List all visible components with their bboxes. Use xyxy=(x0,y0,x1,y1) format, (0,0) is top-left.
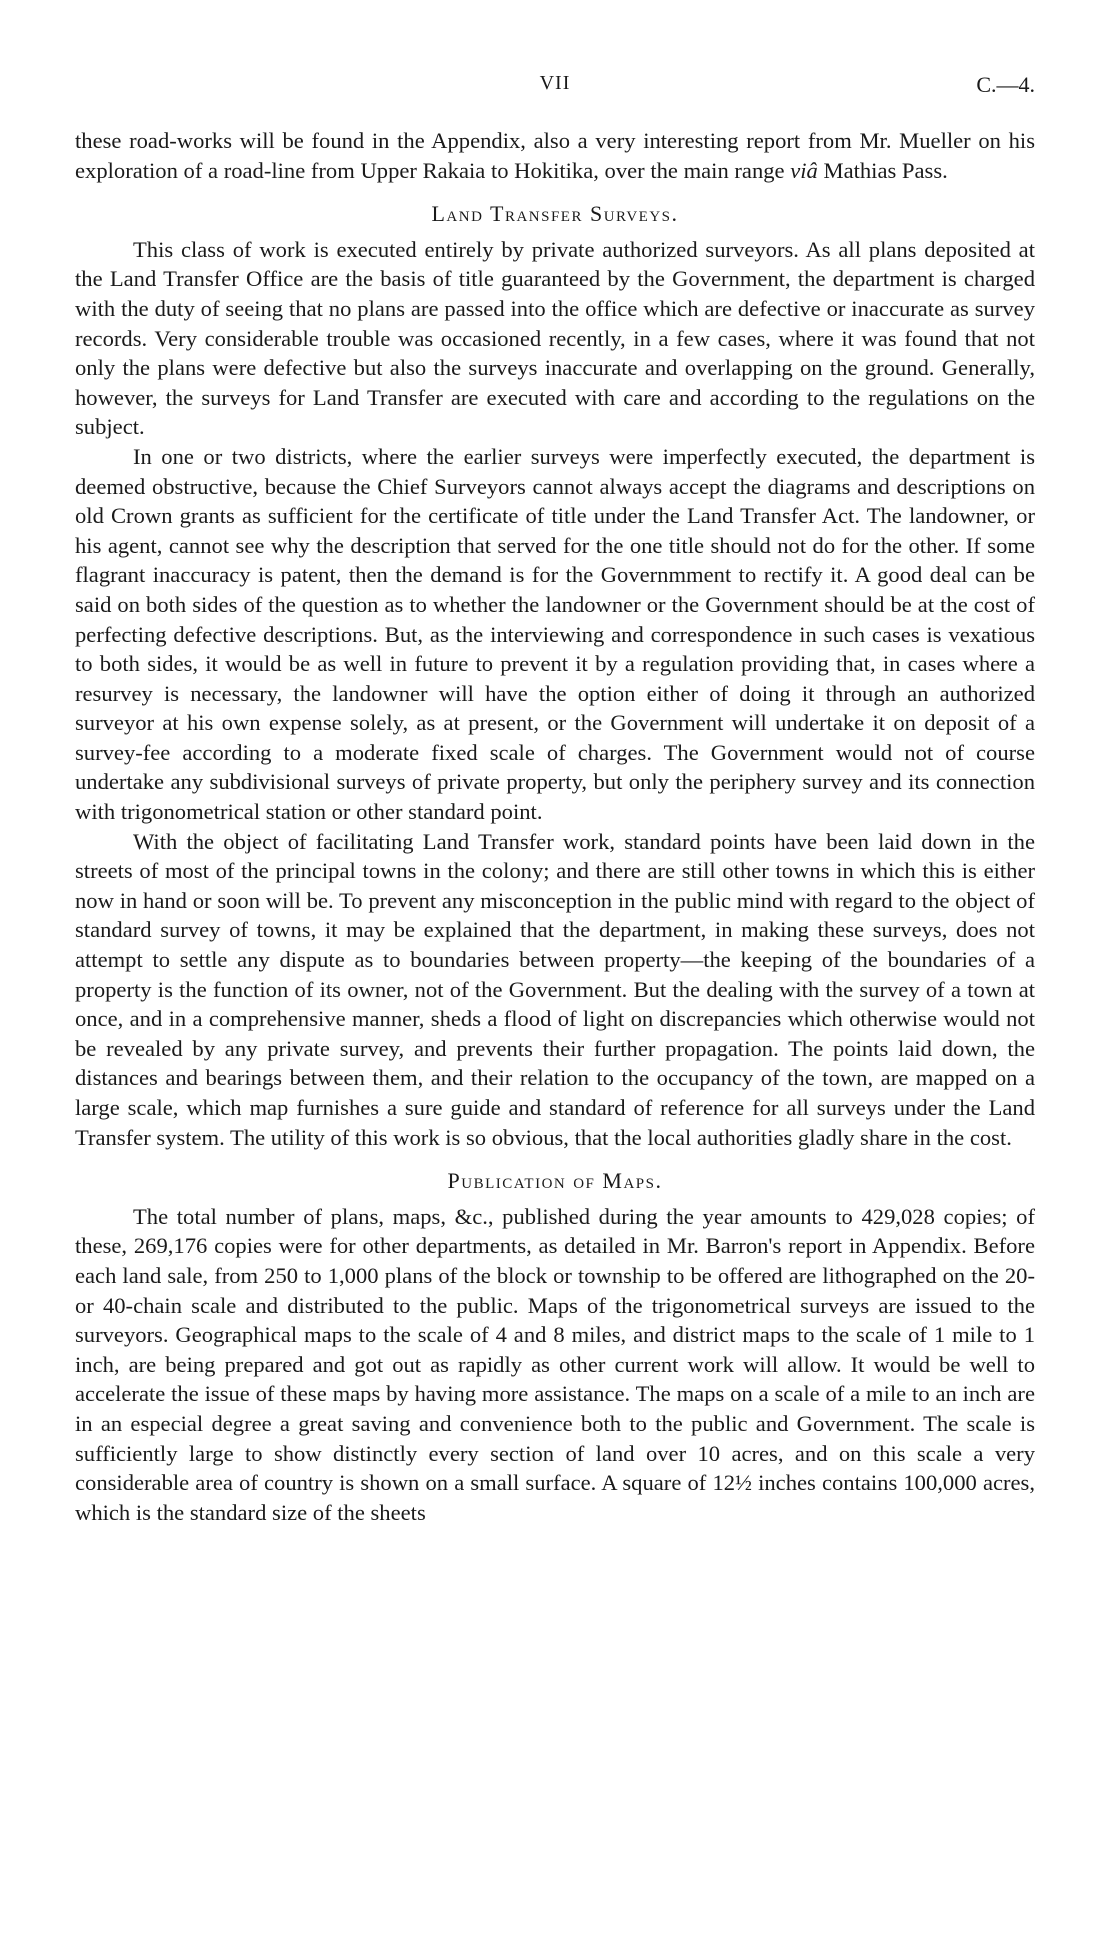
page-number: VII xyxy=(539,72,571,94)
intro-text-after: Mathias Pass. xyxy=(817,157,948,183)
running-header xyxy=(75,72,1035,102)
heading-publication-of-maps: Publication of Maps. xyxy=(447,1168,663,1194)
land-transfer-paragraph-3: With the object of facilitating Land Transfer work, standard points have been laid down in the streets of most of the principal towns in the colony; and there are still other towns in which this is either now in hand or soon will be. To prevent any misconception in the public mind with regard to the object of standard survey of towns, it may be explained that the department, in making these surveys, does not attempt to settle any dispute as to boundaries between property—the keeping of the boundaries of a property is the function of its owner, not of the Government. But the dealing with the survey of a town at once, and in a comprehensive manner, sheds a flood of light on discrepancies which otherwise would not be revealed by any private survey, and prevents their further propagation. The points laid down, the distances and bearings between them, and their relation to the occupancy of the town, are mapped on a large scale, which map furnishes a sure guide and standard of reference for all surveys under the Land Transfer system. The utility of this work is so obvious, that the local authorities gladly share in the cost. xyxy=(75,828,1035,1150)
land-transfer-paragraph-2: In one or two districts, where the earlier surveys were imperfectly executed, the department is deemed obstructive, because the Chief Surveyors cannot always accept the diagrams and descriptions on old Crown grants as sufficient for the certificate of title under the Land Transfer Act. The landowner, or his agent, cannot see why the description that served for the one title should not do for the other. If some flagrant inaccuracy is patent, then the demand is for the Governmment to rectify it. A good deal can be said on both sides of the question as to whether the landowner or the Government should be at the cost of perfecting defective descriptions. But, as the interviewing and correspondence in such cases is vexatious to both sides, it would be as well in future to prevent it by a regulation providing that, in cases where a resurvey is necessary, the landowner will have the option either of doing it through an authorized surveyor at his own expense solely, as at present, or the Government will undertake it on deposit of a survey-fee according to a moderate fixed scale of charges. The Government would not of course undertake any subdivisional surveys of private property, but only the periphery survey and its connection with trigonometrical station or other standard point. xyxy=(75,443,1035,825)
publication-paragraph-1: The total number of plans, maps, &c., published during the year amounts to 429,028 copies; of these, 269,176 copies were for other departments, as detailed in Mr. Barron's report in Appendix. Before each land sale, from 250 to 1,000 plans of the block or township to be offered are lithographed on the 20- or 40-chain scale and distributed to the public. Maps of the trigonometrical surveys are issued to the surveyors. Geographical maps to the scale of 4 and 8 miles, and district maps to the scale of 1 mile to 1 inch, are being prepared and got out as rapidly as other current work will allow. It would be well to accelerate the issue of these maps by having more assistance. The maps on a scale of a mile to an inch are in an especial degree a great saving and convenience both to the public and Government. The scale is sufficiently large to show distinctly every section of land over 10 acres, and on this scale a very considerable area of country is shown on a small surface. A square of 12½ inches contains 100,000 acres, which is the standard size of the sheets xyxy=(75,1203,1035,1525)
heading-land-transfer-surveys: Land Transfer Surveys. xyxy=(431,201,679,227)
land-transfer-paragraph-1: This class of work is executed entirely by private authorized surveyors. As all plans deposited at the Land Transfer Office are the basis of title guaranteed by the Government, the department is charged with the duty of seeing that no plans are passed into the office which are defective or inaccurate as survey records. Very considerable trouble was occasioned recently, in a few cases, where it was found that not only the plans were defective but also the surveys inaccurate and overlapping on the ground. Generally, however, the surveys for Land Transfer are executed with care and according to the regulations on the subject. xyxy=(75,236,1035,440)
document-reference: C.—4. xyxy=(976,72,1035,97)
body-text xyxy=(75,126,1035,1527)
intro-via: viâ xyxy=(790,157,818,183)
intro-paragraph xyxy=(75,126,1035,185)
intro-text-before: these road-works will be found in the Appendix, also a very interesting report from Mr. Mueller on his exploration of a road-line from Upper Rakaia to Hokitika, over the main range xyxy=(75,128,1035,183)
